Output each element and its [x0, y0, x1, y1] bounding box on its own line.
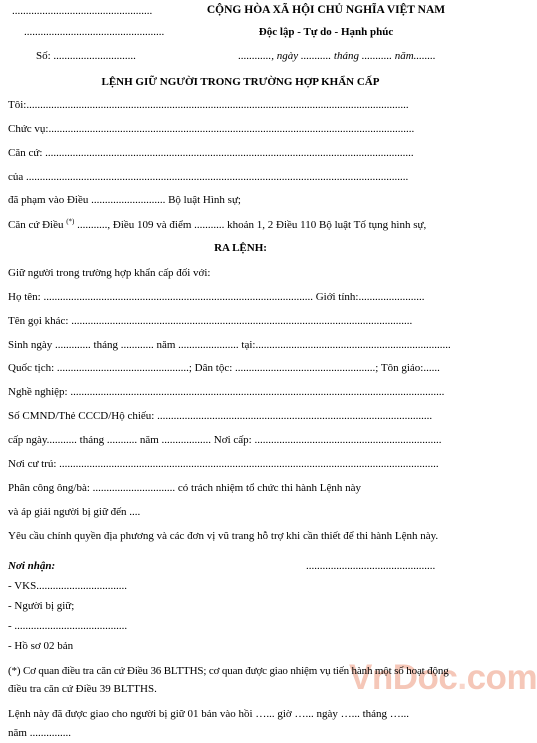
- signature-line: ...............................................: [306, 560, 436, 572]
- footnote-marker: (*): [66, 217, 75, 226]
- document-number: Số: ..............................: [36, 50, 136, 62]
- order-heading: RA LỆNH:: [214, 242, 267, 254]
- delivery-line-1: Lệnh này đã được giao cho người bị giữ 01 bản vào hồi …... giờ …... ngày …... tháng …...: [8, 708, 410, 720]
- field-noicutru: Nơi cư trú: ..........................................................................................................................................: [8, 458, 439, 470]
- field-tengoikhac: Tên gọi khác: ............................................................................................................................: [8, 315, 413, 327]
- field-apgiai: và áp giải người bị giữ đến ....: [8, 506, 141, 518]
- field-toi: Tôi:...........................................................................................................................................: [8, 99, 409, 111]
- document-title: LỆNH GIỮ NGƯỜI TRONG TRƯỜNG HỢP KHẨN CẤP: [101, 76, 380, 88]
- recipient-item: - VKS.................................: [8, 580, 127, 592]
- recipients-heading: Nơi nhận:: [8, 560, 56, 572]
- agency-line-1: ...................................................: [12, 5, 153, 17]
- recipient-item: - Người bị giữ;: [8, 600, 75, 612]
- vndoc-watermark-logo: VnDoc.com: [349, 658, 537, 697]
- field-hoten: Họ tên: .................................................................................................. Giới tính:........................: [8, 291, 425, 303]
- field-cancudieu: [8, 219, 426, 232]
- footnote-line-1: (*) Cơ quan điều tra căn cứ Điều 36 BLTTHS; cơ quan được giao nhiệm vụ tiến hành một số hoạt động: [8, 665, 449, 677]
- field-socmnd: Số CMND/Thẻ CCCD/Hộ chiếu: ....................................................................................................: [8, 410, 433, 422]
- field-phancong: Phân công ông/bà: .............................. có trách nhiệm tổ chức thi hành Lệnh này: [8, 482, 361, 494]
- agency-line-2: ...................................................: [24, 26, 165, 38]
- nation-title: CỘNG HÒA XÃ HỘI CHỦ NGHĨA VIỆT NAM: [206, 4, 446, 16]
- field-nghenghiep: Nghề nghiệp: ........................................................................................................................................: [8, 386, 445, 398]
- field-sinhngay: Sinh ngày ............. tháng ............ năm ...................... tại:.......................................................................: [8, 339, 451, 351]
- nation-motto: Độc lập - Tự do - Hạnh phúc: [258, 26, 394, 38]
- field-cua: của ...........................................................................................................................................: [8, 171, 409, 183]
- field-yeucau: Yêu cầu chính quyền địa phương và các đơn vị vũ trang hỗ trợ khi cần thiết để thi hành Lệnh này.: [8, 530, 439, 542]
- field-cancu: Căn cứ: ......................................................................................................................................: [8, 147, 414, 159]
- footnote-line-2: điều tra căn cứ Điều 39 BLTTHS.: [8, 683, 157, 695]
- field-capngay: cấp ngày........... tháng ........... năm .................. Nơi cấp: ....................................................................: [8, 434, 442, 446]
- recipient-item: - Hồ sơ 02 bản: [8, 640, 74, 652]
- field-giunguoi: Giữ người trong trường hợp khẩn cấp đối với:: [8, 267, 211, 279]
- date-line: ............, ngày ........... tháng ........... năm........: [238, 50, 436, 62]
- cancudieu-text-b: ..........., Điều 109 và điểm ........... khoản 1, 2 Điều 110 Bộ luật Tố tụng hình sự,: [77, 219, 427, 231]
- field-chucvu: Chức vụ:.....................................................................................................................................: [8, 123, 415, 135]
- cancudieu-text-a: Căn cứ Điều: [8, 219, 64, 231]
- field-quoctich: Quốc tịch: ................................................; Dân tộc: ...................................................; Tôn giáo:......: [8, 362, 440, 374]
- delivery-line-2: năm ...............: [8, 727, 71, 739]
- field-daphamvao: đã phạm vào Điều ........................... Bộ luật Hình sự;: [8, 194, 241, 206]
- recipient-item: - .........................................: [8, 620, 128, 632]
